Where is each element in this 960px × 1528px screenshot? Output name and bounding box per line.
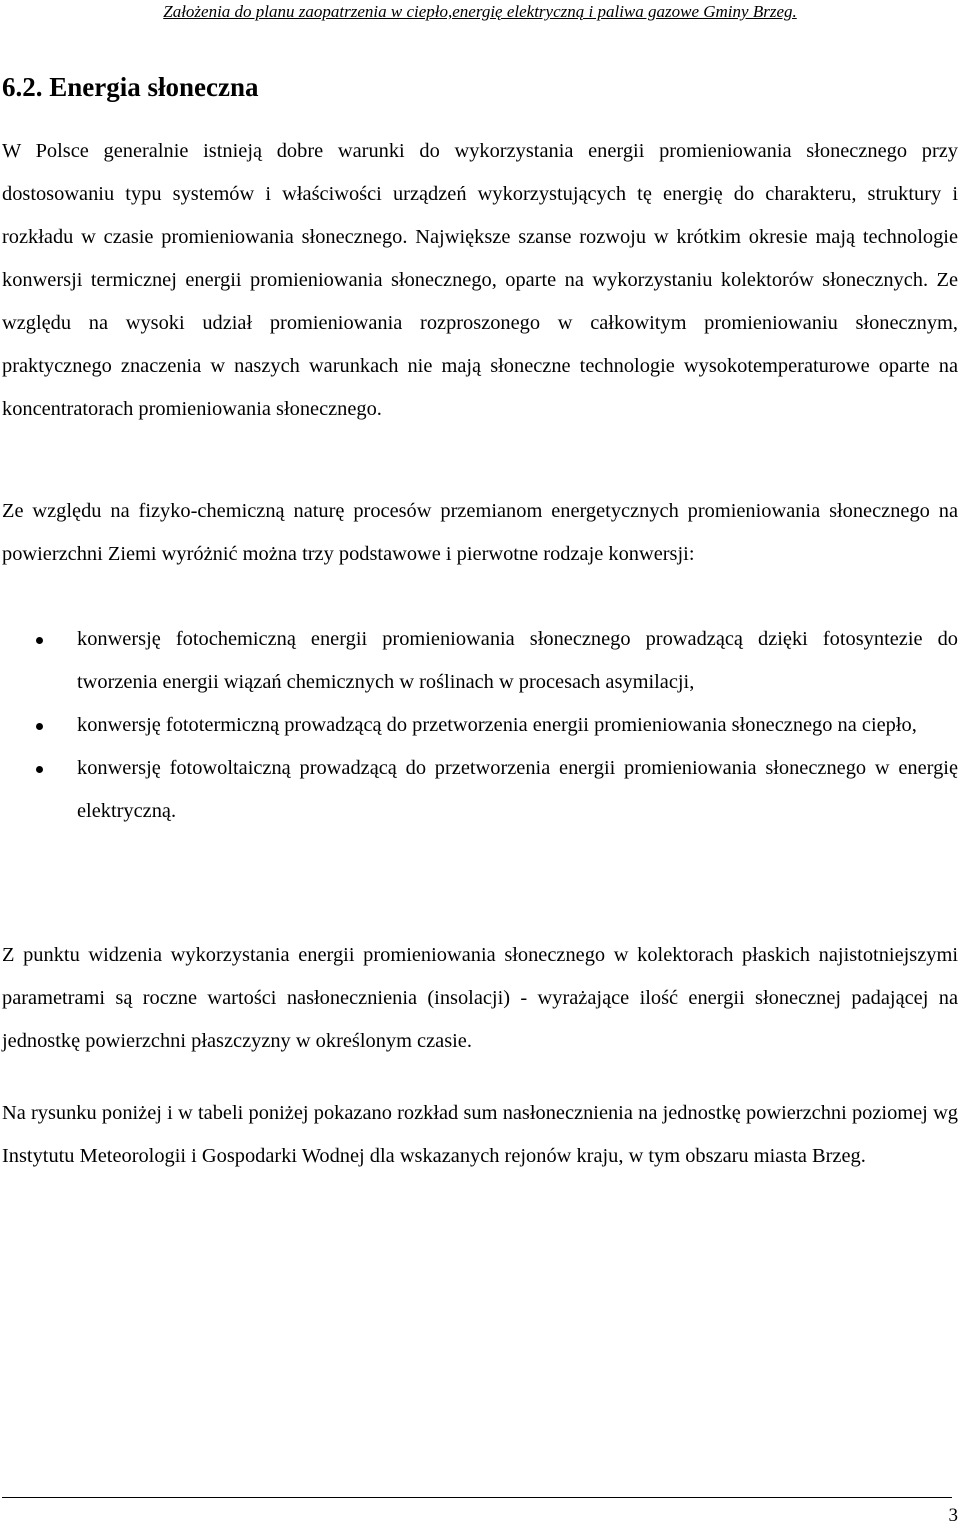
list-item bbox=[0, 704, 958, 747]
paragraph-insolation: Z punktu widzenia wykorzystania energii promieniowania słonecznego w kolektorach płaskich najistotniejszymi parametrami są roczne wartości nasłonecznienia (insolacji) - wyrażające ilość energii słonecznej padającej na jednostkę powierzchni płaszczyzny w określonym czasie. bbox=[2, 944, 958, 1052]
running-header: Założenia do planu zaopatrzenia w ciepło,energię elektryczną i paliwa gazowe Gminy Brzeg. bbox=[163, 2, 797, 21]
list-item-text: konwersję fotowoltaiczną prowadzącą do przetworzenia energii promieniowania słonecznego w energię elektryczną. bbox=[77, 757, 958, 822]
paragraph-conversion-types: Ze względu na fizyko-chemiczną naturę procesów przemianom energetycznych promieniowania słonecznego na powierzchni Ziemi wyróżnić można trzy podstawowe i pierwotne rodzaje konwersji: bbox=[2, 500, 958, 565]
footer-divider bbox=[2, 1497, 952, 1498]
section-heading: 6.2. Energia słoneczna bbox=[2, 72, 259, 102]
list-item-text: konwersję fotochemiczną energii promieniowania słonecznego prowadzącą dzięki fotosyntezie do tworzenia energii wiązań chemicznych w roślinach w procesach asymilacji, bbox=[77, 628, 958, 693]
paragraph-figure-reference: Na rysunku poniżej i w tabeli poniżej pokazano rozkład sum nasłonecznienia na jednostkę powierzchni poziomej wg Instytutu Meteorologii i Gospodarki Wodnej dla wskazanych rejonów kraju, w tym obszaru miasta Brzeg. bbox=[2, 1102, 958, 1167]
paragraph-intro: W Polsce generalnie istnieją dobre warunki do wykorzystania energii promieniowania słonecznego przy dostosowaniu typu systemów i właściwości urządzeń wykorzystujących tę energię do charakteru, struktury i rozkładu w czasie promieniowania słonecznego. Największe szanse rozwoju w krótkim okresie mają technologie konwersji termicznej energii promieniowania słonecznego, oparte na wykorzystaniu kolektorów słonecznych. Ze względu na wysoki udział promieniowania rozproszonego w całkowitym promieniowaniu słonecznym, praktycznego znaczenia w naszych warunkach nie mają słoneczne technologie wysokotemperaturowe oparte na koncentratorach promieniowania słonecznego. bbox=[2, 140, 958, 420]
bullet-icon bbox=[36, 766, 43, 773]
page-number: 3 bbox=[948, 1505, 958, 1526]
bullet-icon bbox=[36, 723, 43, 730]
list-item bbox=[0, 747, 958, 833]
bullet-icon bbox=[36, 637, 43, 644]
list-item bbox=[0, 618, 958, 704]
list-item-text: konwersję fototermiczną prowadzącą do przetworzenia energii promieniowania słonecznego na ciepło, bbox=[77, 714, 917, 736]
conversion-list bbox=[0, 618, 958, 833]
